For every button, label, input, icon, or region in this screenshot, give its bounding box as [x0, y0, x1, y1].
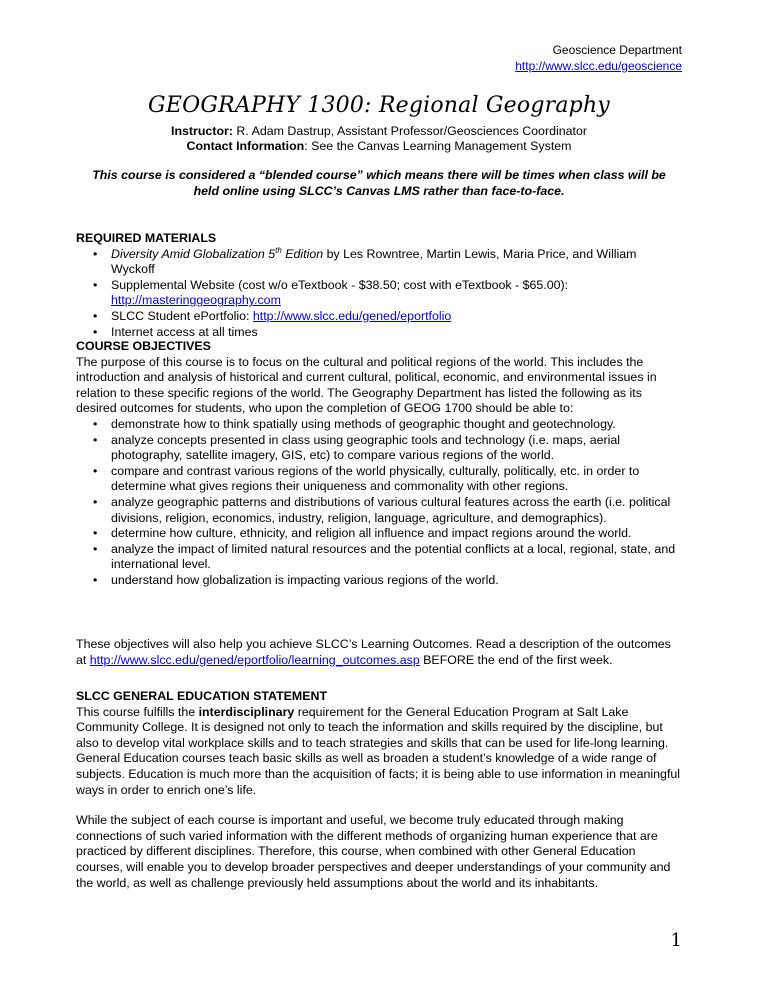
course-title: GEOGRAPHY 1300: Regional Geography [148, 93, 610, 118]
page-header [515, 42, 682, 74]
instructor-block [76, 124, 682, 154]
list-item: • analyze concepts presented in class using geographic tools and technology (i.e. maps, aerial photography, satellite imagery, GIS, etc) to compare various regions of the world. [93, 432, 621, 463]
list-item: • understand how globalization is impacting various regions of the world. [93, 572, 499, 587]
internet-access-text: Internet access at all times [111, 324, 258, 339]
bullet-icon: • [93, 246, 98, 261]
bullet-icon: • [93, 324, 98, 339]
list-item: • analyze geographic patterns and distributions of various cultural features across the earth (i.e. political divisions, religion, economics, industry, religion, language, agriculture, and demographics). [93, 494, 671, 525]
bullet-icon: • [93, 432, 98, 447]
bullet-icon: • [93, 526, 98, 541]
blended-course-notice: This course is considered a “blended course” which means there will be times when class will be held online using SLCC’s Canvas LMS rather than face-to-face. [92, 168, 666, 198]
list-item: • compare and contrast various regions of the world physically, culturally, politically, etc. in order to determine what gives regions their uniqueness and commonality with other regions. [93, 463, 640, 494]
course-objectives-section [76, 339, 682, 589]
instructor-value: R. Adam Dastrup, Assistant Professor/Geosciences Coordinator [232, 124, 587, 138]
department-name: Geoscience Department [552, 43, 682, 57]
objectives-outro: These objectives will also help you achieve SLCC’s Learning Outcomes. Read a description of the outcomes at http://www.slcc.edu/gened/eportfolio/learning_outcomes.asp BEFORE the end of the first week. [76, 637, 671, 667]
contact-label: Contact Information [186, 139, 305, 153]
course-objectives-heading: COURSE OBJECTIVES [76, 339, 211, 353]
list-item: • determine how culture, ethnicity, and religion all influence and impact regions around the world. [93, 526, 632, 541]
mastering-geography-link[interactable]: http://masteringgeography.com [111, 293, 281, 308]
gened-paragraph-1: This course fulfills the interdisciplinary requirement for the General Education Program at Salt Lake Community College. It is designed not only to teach the information and skills required by the discipline, but also to develop vital workplace skills and to teach strategies and skills that can be used for life-long learning. General Education courses teach basic skills as well as broaden a student’s knowledge of a wide range of subjects. Education is much more than the acquisition of facts; it is being able to use information in meaningful ways in order to enrich one’s life. [76, 704, 681, 797]
eportfolio-text: SLCC Student ePortfolio: [111, 308, 253, 323]
supplemental-website-text: Supplemental Website (cost w/o eTextbook - $38.50; cost with eTextbook - $65.00): [111, 277, 569, 292]
contact-value: : See the Canvas Learning Management System [304, 139, 572, 153]
bullet-icon: • [93, 277, 98, 292]
materials-list [76, 247, 682, 341]
page-number: 1 [670, 930, 682, 951]
list-item: • demonstrate how to think spatially using methods of geographic thought and geotechnology. [93, 416, 616, 431]
gened-statement-section [76, 689, 682, 891]
department-link[interactable]: http://www.slcc.edu/geoscience [515, 59, 682, 73]
list-item [76, 247, 682, 278]
bullet-icon: • [93, 572, 98, 587]
list-item [76, 325, 682, 341]
eportfolio-link[interactable]: http://www.slcc.edu/gened/eportfolio [252, 308, 452, 323]
bullet-icon: • [93, 463, 98, 478]
bullet-icon: • [93, 494, 98, 509]
list-item: • analyze the impact of limited natural resources and the potential conflicts at a local, regional, state, and international level. [93, 541, 676, 572]
instructor-label: Instructor: [171, 124, 233, 138]
required-materials-section [76, 231, 682, 340]
bullet-icon: • [93, 541, 98, 556]
objectives-list [76, 417, 682, 589]
contact-line [76, 139, 682, 154]
gened-paragraph-2: While the subject of each course is important and useful, we become truly educated through making connections of such varied information with the different methods of organizing human experience that are practiced by different disciplines. Therefore, this course, when combined with other General Education courses, will enable you to develop broader perspectives and deeper understandings of your community and the world, as well as challenge previously held assumptions about the world and its inhabitants. [76, 813, 671, 890]
list-item [76, 278, 682, 309]
objectives-intro: The purpose of this course is to focus on the cultural and political regions of the world. This includes the introduction and analysis of historical and current cultural, political, economic, and environmental issues in relation to these specific regions of the world. The Geography Department has listed the following as its desired outcomes for students, who upon the completion of GEOG 1700 should be able to: [76, 354, 657, 416]
list-item [76, 309, 682, 325]
bullet-icon: • [93, 416, 98, 431]
gened-heading: SLCC GENERAL EDUCATION STATEMENT [76, 689, 328, 703]
textbook-title: Diversity Amid Globalization 5th Edition [111, 245, 324, 261]
learning-outcomes-link[interactable]: http://www.slcc.edu/gened/eportfolio/learning_outcomes.asp [89, 652, 420, 667]
required-materials-heading: REQUIRED MATERIALS [76, 231, 217, 245]
bullet-icon: • [93, 308, 98, 323]
textbook-authors: by Les Rowntree, Martin Lewis, Maria Price, and William Wyckoff [111, 246, 637, 277]
instructor-line [76, 124, 682, 139]
